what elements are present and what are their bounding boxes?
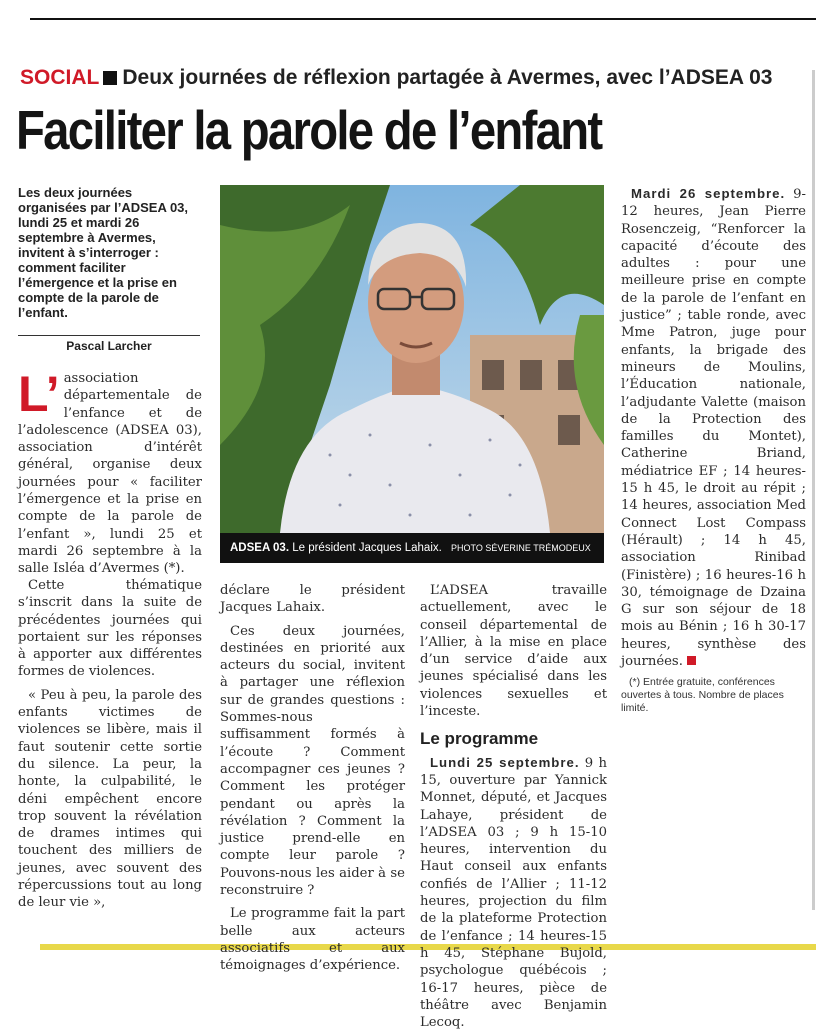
- lead-paragraph: Les deux journées organisées par l’ADSEA 03, lundi 25 et mardi 26 septembre à Avermes, invitent à s’interroger : comment faciliter l’émergence et la prise en compte de la parole de l’enfant.: [18, 185, 189, 320]
- programme-day-2: [621, 185, 806, 670]
- byline-rule: [18, 335, 200, 336]
- column-1-top: [18, 366, 202, 578]
- article-photo: [220, 185, 604, 533]
- section-tag: SOCIAL: [20, 66, 100, 89]
- paragraph-intro-text: association départementale de l’enfance et de l’adolescence (ADSEA 03), association d’intérêt général, organise deux journées pour « faciliter l’émergence et la prise en compte de la parole de l’enfant », lundi 25 et mardi 26 septembre à la salle Isléa d’Avermes (*).: [18, 371, 202, 577]
- caption-label: ADSEA 03.: [230, 542, 290, 554]
- day-2-label: Mardi 26 septembre.: [631, 186, 786, 201]
- column-2: [220, 582, 405, 975]
- page-edge: [812, 70, 815, 910]
- footnote: (*) Entrée gratuite, conférences ouvertes à tous. Nombre de places limité.: [621, 676, 784, 715]
- portrait-image: [220, 185, 604, 533]
- day-2-text: 9-12 heures, Jean Pierre Rosenczeig, “Renforcer la capacité d’écoute des adultes : pour une meilleure prise en compte de la parole de l’enfant en justice” ; table ronde, avec Mme Patron, juge pour enfants, la brigade des mineurs de Moulins, l’Éducation nationale, l’adjudante Valette (maison de la Protection des familles du Montet), Catherine Briand, médiatrice EF ; 14 heures-15 h 45, le droit au répit ; 14 heures, association Med Connect Lost Compass (Hérault) ; 14 h 45, association Rinibad (Finistère) ; 16 heures-16 h 30, témoignage de Dzaina G sur son séjour de 18 mois au Bénin ; 16 h 30-17 heures, synthèse des journées.: [621, 187, 806, 670]
- kicker-text: Deux journées de réflexion partagée à Avermes, avec l’ADSEA 03: [122, 66, 773, 89]
- photo-credit: PHOTO SÉVERINE TRÉMODEUX: [451, 543, 591, 553]
- paragraph: Cette thématique s’inscrit dans la suite de précédentes journées qui portaient sur les réponses à apporter aux différentes formes de violences.: [18, 578, 202, 680]
- programme-heading: Le programme: [420, 729, 539, 749]
- kicker: [20, 66, 772, 90]
- day-1-label: Lundi 25 septembre.: [430, 754, 580, 770]
- paragraph: déclare le président Jacques Lahaix.: [220, 583, 405, 616]
- top-rule: [30, 18, 816, 20]
- square-bullet-icon: [103, 71, 117, 85]
- paragraph-intro: [18, 366, 202, 578]
- paragraph: L’ADSEA travaille actuellement, avec le conseil départemental de l’Allier, à la mise en place d’un service d’aide aux jeunes spécialisé dans les violences sexuelles et l’inceste.: [420, 583, 607, 720]
- column-1-bottom: [18, 577, 202, 912]
- paragraph: Ces deux journées, destinées en priorité aux acteurs du social, invitent à partager une réflexion sur de grandes questions : Sommes-nous suffisamment formés à l’écoute ? Comment accompagner ces jeunes ? Comment les protéger pendant ou après la révélation ? Comment la justice prend-elle en compte leur parole ? Pouvons-nous les aider à se reconstruire ?: [220, 623, 405, 899]
- column-4: [621, 185, 806, 715]
- end-square-icon: [687, 656, 696, 665]
- caption-text: Le président Jacques Lahaix.: [292, 542, 442, 554]
- paragraph: Le programme fait la part belle aux acteurs associatifs et aux témoignages d’expérience.: [220, 906, 405, 974]
- programme-day-1: [420, 754, 607, 1031]
- column-3: [420, 582, 607, 1031]
- day-1-text: 9 h 15, ouverture par Yannick Monnet, député, et Jacques Lahaye, président de l’ADSEA 03 ; 9 h 15-10 heures, intervention du Haut conseil aux enfants confiés de l’Allier ; 11-12 heures, projection du film de la plateforme Protection de l’enfance ; 14 heures-15 h 45, Stéphane Bujold, psychologue québécois ; 16-17 heures, pièce de théâtre avec Benjamin Lecoq.: [420, 755, 607, 1031]
- headline: Faciliter la parole de l’enfant: [16, 99, 602, 161]
- paragraph-quote: « Peu à peu, la parole des enfants victimes de violences se libère, mais il faut soutenir cette sortie du silence. La peur, la honte, la culpabilité, le déni empêchent encore trop souvent la révélation de drames intimes qui touchent des milliers de jeunes, avec souvent des répercussions tout au long de leur vie »,: [18, 687, 202, 911]
- byline: Pascal Larcher: [66, 339, 152, 353]
- dropcap: L’: [18, 366, 60, 422]
- photo-caption: [220, 533, 604, 563]
